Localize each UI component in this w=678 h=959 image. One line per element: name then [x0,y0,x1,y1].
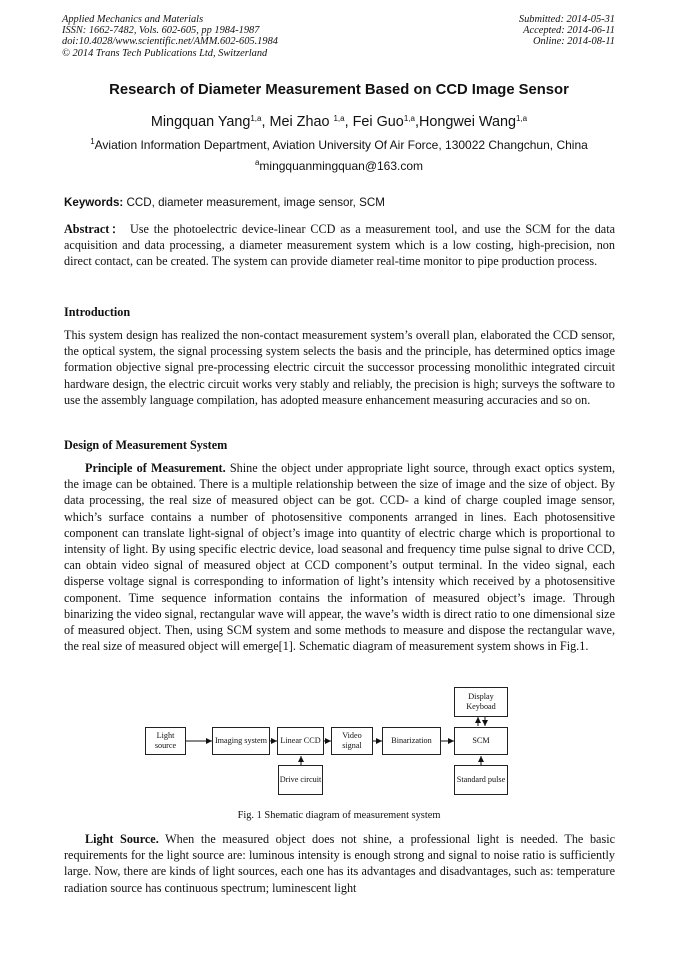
abstract [64,221,615,270]
author-affiliation-mark: 1,a [403,114,415,123]
author-affiliation-mark: 1,a [333,114,345,123]
author-affiliation-mark: 1,a [250,114,262,123]
light-source-paragraph [64,831,615,896]
abstract-text: Use the photoelectric device-linear CCD as a measurement tool, and use the SCM for the data acquisition and data processing, a diameter measurement system which is a low costing, high-precision, non direct contact, can be created. The system can provide diameter real-time monitor to pipe production process. [64,222,615,269]
box-drive-circuit: Drive circuit [278,765,323,795]
copyright-line: © 2014 Trans Tech Publications Ltd, Switzerland [62,47,268,59]
accepted-date: Accepted: 2014-06-11 [523,25,615,37]
design-heading: Design of Measurement System [64,438,228,452]
journal-header-left [62,14,278,59]
box-linear-ccd: Linear CCD [277,727,324,755]
box-display-keyboard: Display Keyboad [454,687,508,717]
paper-title: Research of Diameter Measurement Based on CCD Image Sensor [109,82,569,98]
author-name: Mei Zhao [269,114,334,130]
box-standard-pulse: Standard pulse [454,765,508,795]
box-imaging-system: Imaging system [212,727,270,755]
author-name: Fei Guo [352,114,404,130]
affiliation-mark: 1 [90,137,95,146]
online-date: Online: 2014-08-11 [532,36,615,48]
journal-header-right [519,14,615,48]
affiliation-text: Aviation Information Department, Aviation University Of Air Force, 130022 Changchun, China [94,138,588,152]
light-source-label: Light Source. [85,832,159,846]
author-separator: , [261,114,270,130]
abstract-label: Abstract： [64,222,126,236]
affiliation [0,138,678,152]
author-separator: , [414,114,419,130]
box-light-source: Light source [145,727,186,755]
keywords-label: Keywords: [64,196,124,209]
principle-paragraph [64,460,615,654]
author-separator: , [344,114,353,130]
submitted-date: Submitted: 2014-05-31 [518,14,615,25]
author-list [0,114,678,130]
figure-caption: Fig. 1 Shematic diagram of measurement system [237,810,441,821]
principle-label: Principle of Measurement. [85,461,226,475]
issn-line: ISSN: 1662-7482, Vols. 602-605, pp 1984-1987 [62,25,260,37]
keywords-text: CCD, diameter measurement, image sensor, SCM [123,196,385,209]
author-email [0,159,678,173]
keywords [64,196,385,209]
author-name: Mingquan Yang [150,114,251,130]
email-text[interactable]: mingquanmingquan@163.com [259,159,424,173]
light-source-text: When the measured object does not shine, a professional light is needed. The basic requirements for the light source are: luminous intensity is enough strong and signal to noise ratio is sufficiently large. Now, there are kinds of light sources, each one has its advantages and disadvantages, such as: temperature radiation source has continuous spectrum; luminescent light [64,832,615,895]
box-binarization: Binarization [382,727,441,755]
box-scm: SCM [454,727,508,755]
box-video-signal: Video signal [331,727,373,755]
author-affiliation-mark: 1,a [516,114,528,123]
principle-text: Shine the object under appropriate light source, through exact optics system, the image can be obtained. There is a multiple relationship between the size of image and the size of object. By data processing, the real size of measured object can be got. CCD- a kind of charge coupled image sensor, which’s surface contains a number of photosensitive components arranged in lines. Each photosensitive component can translate light-signal of object’s image into quantity of electric charge which is proportional to intensity of light. By using specific electric device, load seasonal and frequency time pulse signal to drive CCD, can obtain video signal of measured object at CCD component’s output terminal. In the video signal, each disperse voltage signal is corresponding to information of light’s intensity which received by a photosensitive component. Time sequence information contains the information of measured object’s image. Through binarizing the video signal, rectangular wave will appear, the wave’s width is direct ratio to one dimensional size of measured object. Then, using SCM system and some methods to measure and dispose the rectangular wave, the real size of measured object will emerge[1]. Schematic diagram of measurement system shows in Fig.1. [64,461,615,654]
doi-line: doi:10.4028/www.scientific.net/AMM.602-605.1984 [62,36,278,48]
author-name: Hongwei Wang [418,114,516,130]
journal-name: Applied Mechanics and Materials [62,14,204,25]
email-mark: a [254,158,260,167]
introduction-text: This system design has realized the non-contact measurement system’s overall plan, elaborated the CCD sensor, the optical system, the signal processing system selects the basis and the principle, has determined optics image formation objective signal pre-processing electric circuit the successor processing monolithic integrated circuit hardware design, the electric circuit works very stably and reliably, the precision is high; surveys the software to use the assembly language compilation, has adopted measure enhancement measuring accuracies and so on. [64,328,615,407]
introduction-heading: Introduction [64,305,131,319]
